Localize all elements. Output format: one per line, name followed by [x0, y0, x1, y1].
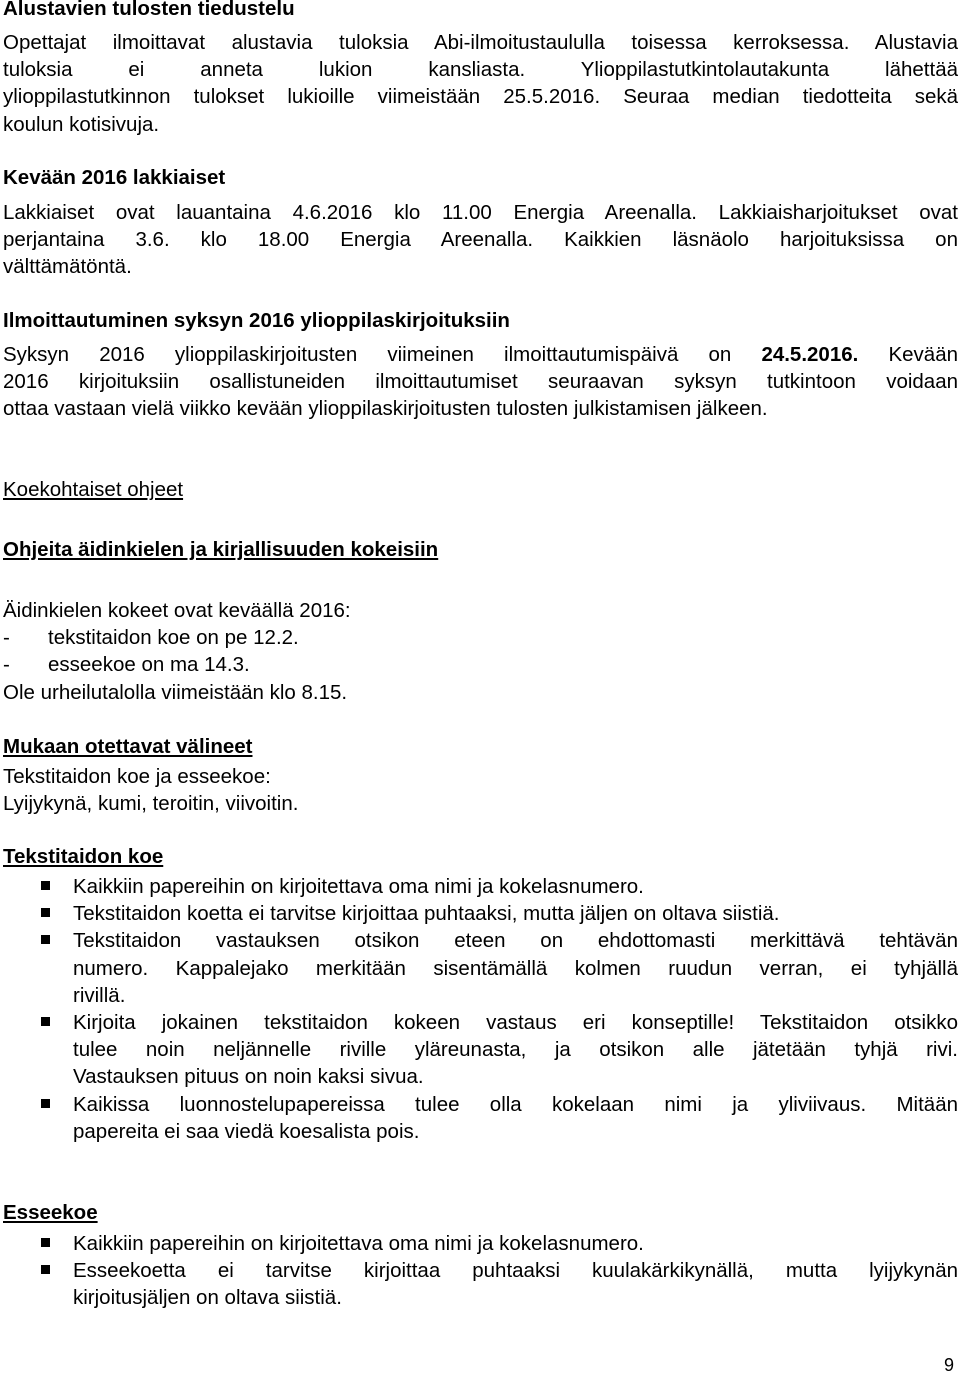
square-bullet-icon [3, 1230, 73, 1257]
text-line: Kirjoita jokainen tekstitaidon kokeen vastaus eri konseptille! Tekstitaidon otsikko [73, 1011, 958, 1035]
text-line: välttämätöntä. [3, 255, 132, 279]
text-line: Vastauksen pituus on noin kaksi sivua. [73, 1065, 424, 1089]
bullet-item [3, 1257, 958, 1311]
text-line: Esseekoetta ei tarvitse kirjoittaa puhtaaksi kuulakärkikynällä, mutta lyijykynän [73, 1259, 958, 1283]
text-line: kirjoitusjäljen on oltava siistiä. [73, 1286, 342, 1310]
bullet-text [73, 927, 958, 1009]
text-span: Kevään [888, 343, 958, 366]
dash-marker: - [3, 653, 10, 677]
text-line: tulee noin neljännelle riville yläreunasta, ja otsikon alle jätetään tyhjä rivi. [73, 1038, 958, 1062]
section-heading-koekohtaiset-ohjeet: Koekohtaiset ohjeet [3, 478, 184, 501]
text-line: Kaikissa luonnostelupapereissa tulee olla kokelaan nimi ja yliviivaus. Mitään [73, 1092, 958, 1116]
bullet-text [73, 1009, 958, 1091]
square-bullet-icon [3, 1009, 73, 1091]
text-line: ottaa vastaan vielä viikko kevään ylioppilaskirjoitusten tulosten julkistamisen jälkeen. [3, 397, 768, 421]
bullet-text: Kaikkiin papereihin on kirjoitettava oma nimi ja kokelasnumero. [73, 1232, 644, 1255]
text-line: ylioppilastutkinnon tulokset lukioille viimeistään 25.5.2016. Seuraa median tiedotteita sekä [3, 85, 958, 109]
paragraph-lakkiaiset [3, 199, 958, 281]
page-number: 9 [943, 1355, 954, 1375]
text-line: Ole urheilutalolla viimeistään klo 8.15. [3, 680, 348, 704]
text-line: perjantaina 3.6. klo 18.00 Energia Areenalla. Kaikkien läsnäolo harjoituksissa on [3, 228, 958, 252]
bullet-item [3, 1091, 958, 1145]
section-heading-tulosten-tiedustelu: Alustavien tulosten tiedustelu [3, 0, 295, 20]
bullet-item [3, 927, 958, 1009]
aidinkieli-content [3, 597, 958, 706]
section-heading-valineet: Mukaan otettavat välineet [3, 735, 253, 758]
valineet-content [3, 763, 958, 817]
paragraph-tulosten-tiedustelu [3, 29, 958, 138]
bullet-item [3, 873, 958, 900]
text-line: tuloksia ei anneta lukion kansliasta. Ylioppilastutkintolautakunta lähettää [3, 58, 958, 82]
text-line: Tekstitaidon koe ja esseekoe: [3, 765, 271, 788]
bullet-text [73, 1257, 958, 1311]
text-line: rivillä. [73, 983, 126, 1007]
text-line: Lakkiaiset ovat lauantaina 4.6.2016 klo 11.00 Energia Areenalla. Lakkiaisharjoitukset ovat [3, 201, 958, 224]
text-line: Tekstitaidon vastauksen otsikon eteen on ehdottomasti merkittävä tehtävän [73, 929, 958, 953]
bullet-item [3, 900, 958, 927]
text-line: papereita ei saa viedä koesalista pois. [73, 1119, 420, 1143]
section-heading-esseekoe: Esseekoe [3, 1201, 98, 1224]
text-line [3, 341, 958, 368]
section-heading-ilmoittautuminen: Ilmoittautuminen syksyn 2016 ylioppilaskirjoituksiin [3, 309, 510, 332]
square-bullet-icon [3, 927, 73, 1009]
section-heading-tekstitaidon-koe: Tekstitaidon koe [3, 845, 164, 868]
bullet-text: Kaikkiin papereihin on kirjoitettava oma nimi ja kokelasnumero. [73, 875, 644, 898]
dash-item-text: tekstitaidon koe on pe 12.2. [48, 626, 299, 650]
paragraph-ilmoittautuminen [3, 341, 958, 423]
dash-list-item [3, 651, 958, 678]
text-line: Äidinkielen kokeet ovat keväällä 2016: [3, 599, 351, 622]
text-line: numero. Kappalejako merkitään sisentämällä kolmen ruudun verran, ei tyhjällä [73, 956, 958, 980]
text-line: koulun kotisivuja. [3, 112, 160, 136]
dash-item-text: esseekoe on ma 14.3. [48, 653, 250, 677]
section-heading-lakkiaiset: Kevään 2016 lakkiaiset [3, 166, 226, 189]
square-bullet-icon [3, 1091, 73, 1145]
dash-marker: - [3, 626, 10, 650]
bullet-text [73, 1091, 958, 1145]
essee-bullet-list [3, 1230, 958, 1312]
text-line: 2016 kirjoituksiin osallistuneiden ilmoittautumiset seuraavan syksyn tutkintoon voidaan [3, 370, 958, 394]
square-bullet-icon [3, 900, 73, 927]
square-bullet-icon [3, 873, 73, 900]
text-span: Syksyn 2016 ylioppilaskirjoitusten viimeinen ilmoittautumispäivä on [3, 343, 732, 366]
tekstitaito-bullet-list [3, 873, 958, 1145]
text-line: Lyijykynä, kumi, teroitin, viivoitin. [3, 792, 299, 816]
bullet-text: Tekstitaidon koetta ei tarvitse kirjoittaa puhtaaksi, mutta jäljen on oltava siistiä. [73, 902, 780, 926]
square-bullet-icon [3, 1257, 73, 1311]
deadline-date: 24.5.2016. [761, 343, 859, 366]
bullet-item [3, 1009, 958, 1091]
bullet-item [3, 1230, 958, 1257]
dash-list-item [3, 624, 958, 651]
text-line: Opettajat ilmoittavat alustavia tuloksia Abi-ilmoitustaululla toisessa kerroksessa. Alustavia [3, 31, 958, 54]
section-heading-aidinkieli: Ohjeita äidinkielen ja kirjallisuuden kokeisiin [3, 538, 439, 561]
